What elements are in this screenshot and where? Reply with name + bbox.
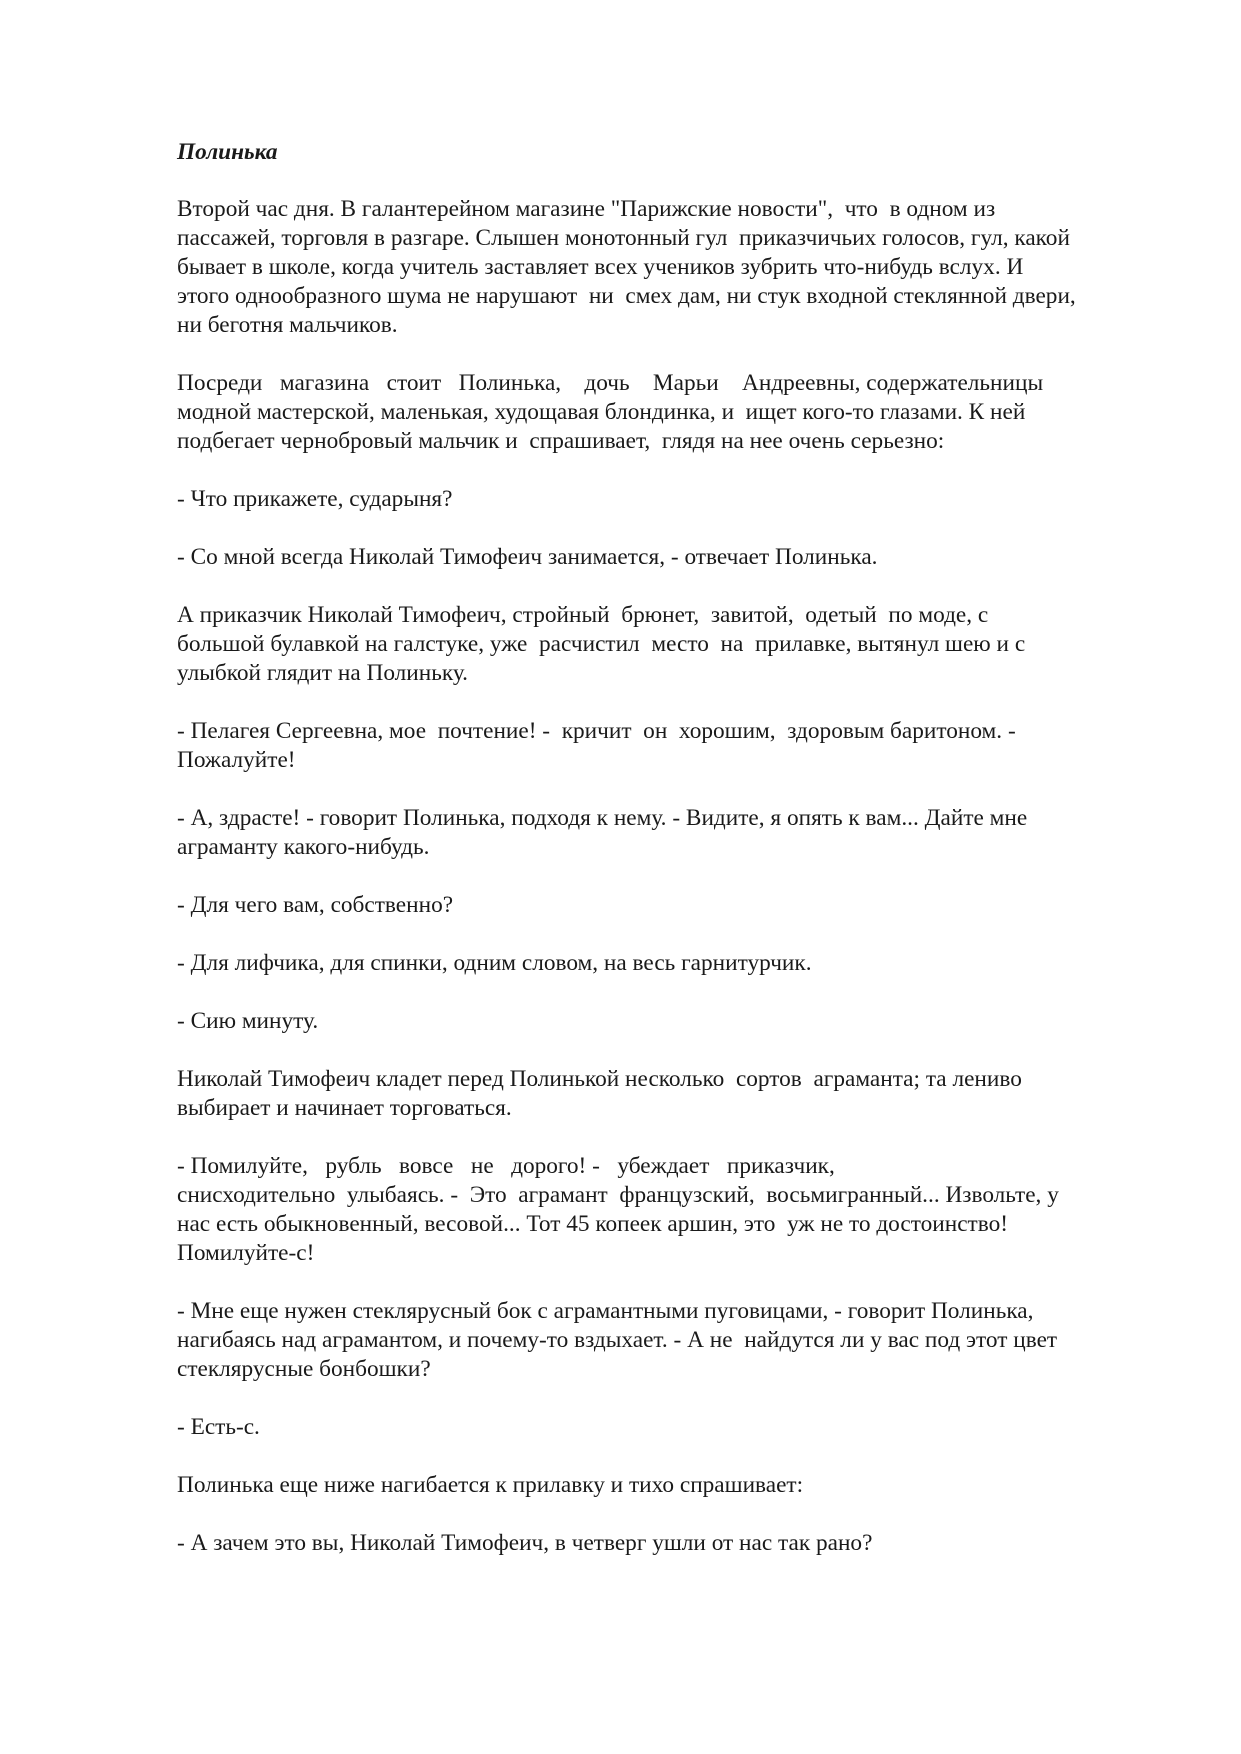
text-line: Николай Тимофеич кладет перед Полинькой несколько сортов аграманта; та лениво [177, 1066, 1022, 1092]
text-line: пассажей, торговля в разгаре. Слышен монотонный гул приказчичьих голосов, гул, какой [177, 225, 1070, 251]
paragraph [177, 1471, 1157, 1500]
text-line: А приказчик Николай Тимофеич, стройный брюнет, завитой, одетый по моде, с [177, 602, 989, 628]
paragraph [177, 1007, 1157, 1036]
paragraph-list [177, 195, 1157, 1558]
document-body [177, 138, 1157, 1587]
text-line: нагибаясь над аграмантом, и почему-то вздыхает. - А не найдутся ли у вас под этот цвет [177, 1327, 1058, 1353]
text-line: аграманту какого-нибудь. [177, 834, 430, 860]
text-line: - Сию минуту. [177, 1008, 319, 1034]
text-line: ни беготня мальчиков. [177, 312, 398, 338]
text-line: улыбкой глядит на Полиньку. [177, 660, 468, 686]
paragraph [177, 195, 1157, 340]
text-line: выбирает и начинает торговаться. [177, 1095, 512, 1121]
text-line: снисходительно улыбаясь. - Это аграмант французский, восьмигранный... Извольте, у [177, 1182, 1059, 1208]
text-line: бывает в школе, когда учитель заставляет всех учеников зубрить что-нибудь вслух. И [177, 254, 1024, 280]
paragraph [177, 1065, 1157, 1123]
paragraph [177, 949, 1157, 978]
paragraph [177, 369, 1157, 456]
paragraph [177, 717, 1157, 775]
text-line: Помилуйте-с! [177, 1240, 315, 1266]
text-line: - Мне еще нужен стеклярусный бок с аграмантными пуговицами, - говорит Полинька, [177, 1298, 1034, 1324]
text-line: - Помилуйте, рубль вовсе не дорого! - убеждает приказчик, [177, 1153, 835, 1179]
text-line: - Для чего вам, собственно? [177, 892, 454, 918]
text-line: - А, здрасте! - говорит Полинька, подходя к нему. - Видите, я опять к вам... Дайте мне [177, 805, 1028, 831]
text-line: - Что прикажете, сударыня? [177, 486, 453, 512]
paragraph [177, 601, 1157, 688]
text-line: - Для лифчика, для спинки, одним словом, на весь гарнитурчик. [177, 950, 812, 976]
text-line: большой булавкой на галстуке, уже расчистил место на прилавке, вытянул шею и с [177, 631, 1026, 657]
text-line: модной мастерской, маленькая, худощавая блондинка, и ищет кого-то глазами. К ней [177, 399, 1026, 425]
text-line: - Пелагея Сергеевна, мое почтение! - кричит он хорошим, здоровым баритоном. - [177, 718, 1016, 744]
document-title: Полинька [177, 139, 278, 165]
paragraph [177, 543, 1157, 572]
text-line: подбегает чернобровый мальчик и спрашивает, глядя на нее очень серьезно: [177, 428, 945, 454]
paragraph [177, 1297, 1157, 1384]
paragraph [177, 485, 1157, 514]
text-line: - А зачем это вы, Николай Тимофеич, в четверг ушли от нас так рано? [177, 1530, 873, 1556]
text-line: этого однообразного шума не нарушают ни смех дам, ни стук входной стеклянной двери, [177, 283, 1076, 309]
text-line: - Есть-с. [177, 1414, 260, 1440]
paragraph [177, 804, 1157, 862]
text-line: - Со мной всегда Николай Тимофеич занимается, - отвечает Полинька. [177, 544, 878, 570]
text-line: стеклярусные бонбошки? [177, 1356, 431, 1382]
text-line: Второй час дня. В галантерейном магазине "Парижские новости", что в одном из [177, 196, 996, 222]
text-line: Пожалуйте! [177, 747, 296, 773]
paragraph [177, 891, 1157, 920]
paragraph [177, 1413, 1157, 1442]
paragraph [177, 1529, 1157, 1558]
text-line: нас есть обыкновенный, весовой... Тот 45 копеек аршин, это уж не то достоинство! [177, 1211, 1008, 1237]
text-line: Полинька еще ниже нагибается к прилавку и тихо спрашивает: [177, 1472, 804, 1498]
text-line: Посреди магазина стоит Полинька, дочь Марьи Андреевны, содержательницы [177, 370, 1044, 396]
paragraph [177, 1152, 1157, 1268]
